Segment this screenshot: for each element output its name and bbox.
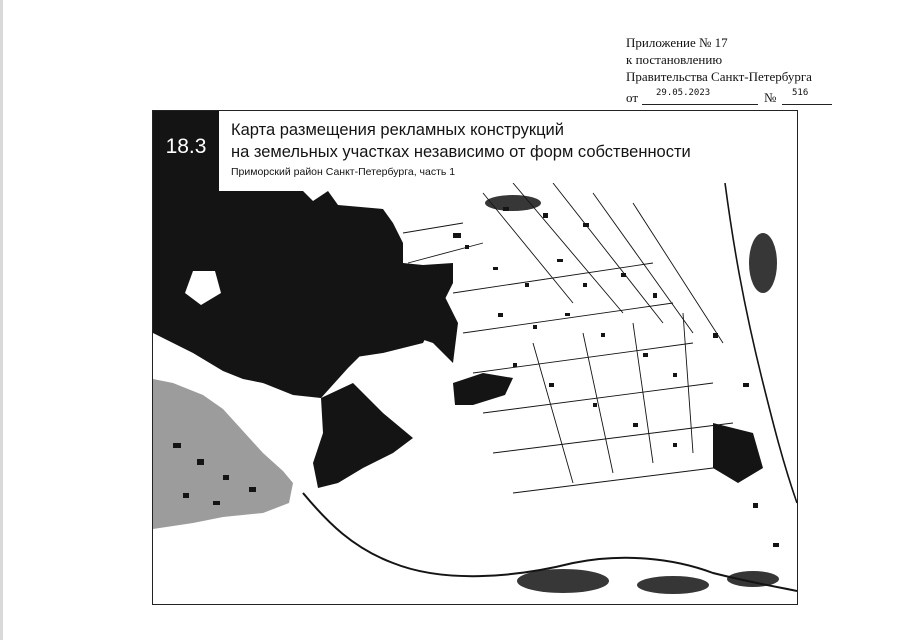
number-underline bbox=[782, 104, 832, 105]
sheet-subtitle: Приморский район Санкт-Петербурга, часть 1 bbox=[231, 166, 456, 178]
sheet-number-badge: 18.3 bbox=[153, 111, 219, 183]
resolution-date: 29.05.2023 bbox=[656, 88, 711, 98]
sheet-title-line-2: на земельных участках независимо от форм собственности bbox=[231, 143, 691, 161]
map-sheet bbox=[152, 110, 798, 605]
date-underline bbox=[642, 104, 758, 105]
sheet-title-block bbox=[231, 119, 691, 179]
appendix-line-3: Правительства Санкт-Петербурга bbox=[626, 69, 812, 84]
district-map bbox=[153, 183, 797, 604]
page-edge-rule bbox=[0, 0, 3, 640]
appendix-line-2: к постановлению bbox=[626, 52, 723, 67]
resolution-date-number bbox=[626, 88, 866, 108]
sheet-title-line-1: Карта размещения рекламных конструкций bbox=[231, 121, 564, 139]
resolution-number: 516 bbox=[792, 88, 809, 98]
appendix-header bbox=[626, 34, 856, 85]
number-prefix: № bbox=[764, 90, 777, 105]
date-prefix: от bbox=[626, 90, 639, 105]
appendix-line-1: Приложение № 17 bbox=[626, 35, 728, 50]
